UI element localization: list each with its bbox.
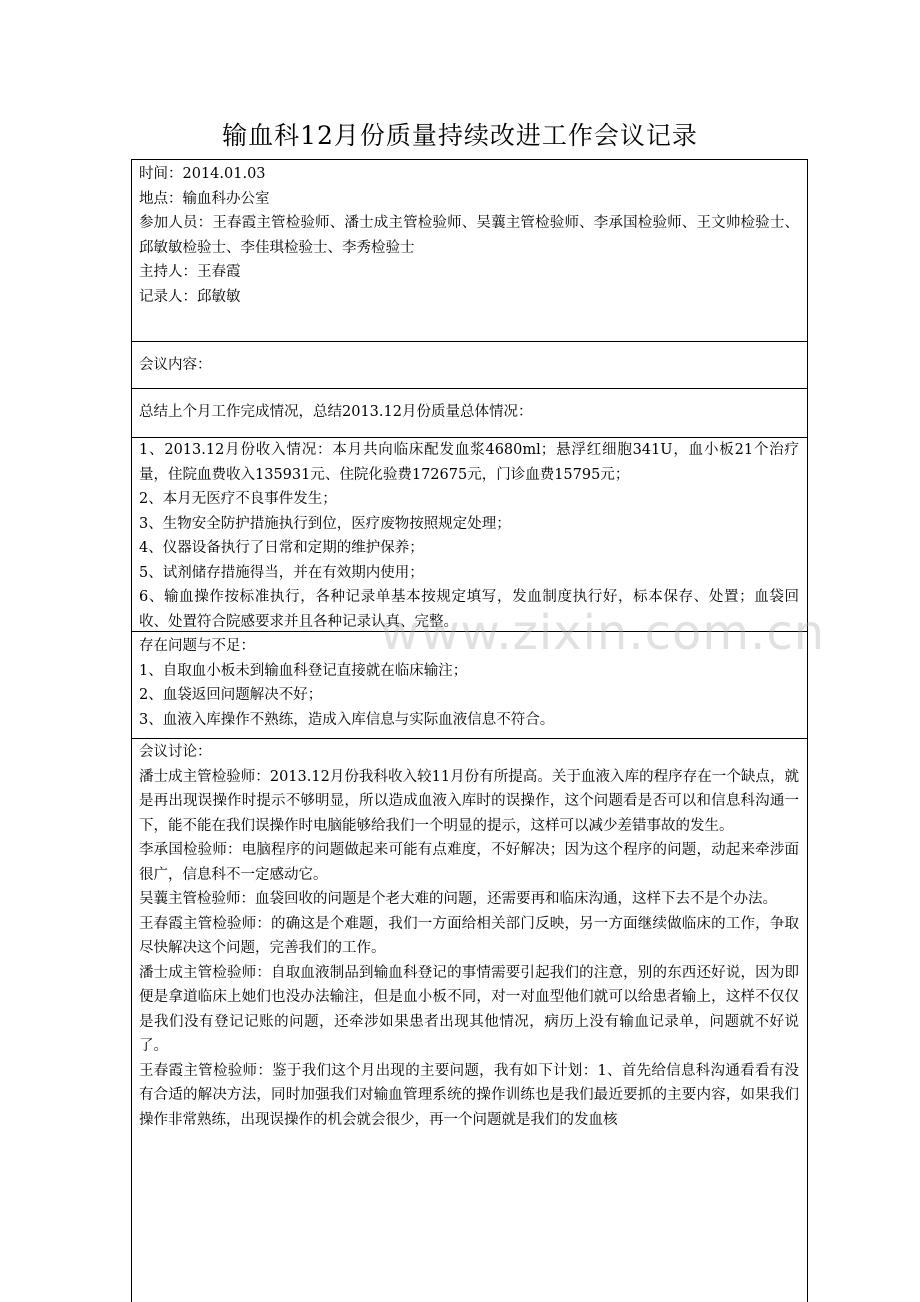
document-title: 输血科12月份质量持续改进工作会议记录	[222, 121, 698, 150]
divider	[132, 738, 807, 739]
discussion-entry: 潘士成主管检验师：自取血液制品到输血科登记的事情需要引起我们的注意，别的东西还好说，因为即便是拿道临床上她们也没办法输注，但是血小板不同，对一对血型他们就可以给患者输上，这样不仅仅是我们没有登记记账的问题，还牵涉如果患者出现其他情况，病历上没有输血记录单，问题就不好说了。	[139, 964, 799, 1054]
problem-item: 3、血液入库操作不熟练，造成入库信息与实际血液信息不符合。	[139, 711, 555, 728]
meeting-host: 主持人：王春霞	[139, 264, 241, 280]
divider	[132, 388, 807, 389]
meeting-location: 地点：输血科办公室	[139, 190, 270, 207]
meeting-content-label: 会议内容：	[139, 357, 212, 373]
summary-heading: 总结上个月工作完成情况，总结2013.12月份质量总体情况：	[139, 404, 533, 420]
summary-item: 6、输血操作按标准执行，各种记录单基本按规定填写，发血制度执行好，标本保存、处置；血袋回收、处置符合院感要求并且各种记录认真、完整。	[139, 589, 799, 630]
summary-item: 3、生物安全防护措施执行到位，医疗废物按照规定处理；	[139, 515, 511, 532]
problem-item: 2、血袋返回问题解决不好；	[139, 687, 323, 703]
problems-section	[132, 634, 807, 732]
problems-heading: 存在问题与不足：	[139, 638, 255, 654]
discussion-entry: 王春霞主管检验师：的确这是个难题，我们一方面给相关部门反映，另一方面继续做临床的工作，争取尽快解决这个问题，完善我们的工作。	[139, 915, 799, 956]
divider	[132, 631, 807, 632]
watermark: www.zixin.com.cn	[380, 605, 826, 661]
discussion-heading: 会议讨论：	[139, 744, 212, 760]
summary-item: 5、试剂储存措施得当，并在有效期内使用；	[139, 564, 424, 581]
summary-heading-section	[132, 400, 807, 425]
meeting-time: 时间：2014.01.03	[139, 166, 266, 182]
summary-item: 1、2013.12月份收入情况：本月共向临床配发血浆4680ml；悬浮红细胞341U，血小板21个治疗量，住院血费收入135931元、住院化验费172675元，门诊血费15795元；	[139, 442, 799, 483]
meeting-attendees: 参加人员：王春霞主管检验师、潘士成主管检验师、吴蘘主管检验师、李承国检验师、王文帅检验士、邱敏敏检验士、李佳琪检验士、李秀检验士	[139, 215, 799, 256]
discussion-entry: 王春霞主管检验师：鉴于我们这个月出现的主要问题，我有如下计划：1、首先给信息科沟通看看有没有合适的解决方法，同时加强我们对输血管理系统的操作训练也是我们最近要抓的主要内容，如果我们操作非常熟练，出现误操作的机会就会很少，再一个问题就是我们的发血核	[139, 1062, 799, 1128]
problem-item: 1、自取血小板未到输血科登记直接就在临床输注；	[139, 662, 468, 679]
meeting-record-table	[131, 159, 808, 1302]
discussion-entry: 潘士成主管检验师：2013.12月份我科收入较11月份有所提高。关于血液入库的程序存在一个缺点，就是再出现误操作时提示不够明显，所以造成血液入库时的误操作，这个问题看是否可以和信息科沟通一下，能不能在我们误操作时电脑能够给我们一个明显的提示，这样可以减少差错事故的发生。	[139, 768, 799, 834]
summary-item: 2、本月无医疗不良事件发生；	[139, 491, 337, 507]
divider	[132, 341, 807, 342]
summary-section	[132, 438, 807, 634]
discussion-entry: 吴蘘主管检验师：血袋回收的问题是个老大难的问题，还需要再和临床沟通，这样下去不是个办法。	[139, 891, 777, 907]
meeting-recorder: 记录人：邱敏敏	[139, 288, 241, 305]
discussion-entry: 李承国检验师：电脑程序的问题做起来可能有点难度，不好解决；因为这个程序的问题，动起来牵涉面很广，信息科不一定感动它。	[139, 842, 799, 883]
discussion-section	[132, 740, 807, 1132]
summary-item: 4、仪器设备执行了日常和定期的维护保养；	[139, 540, 424, 556]
header-section	[132, 162, 807, 309]
meeting-content-heading	[132, 353, 807, 378]
